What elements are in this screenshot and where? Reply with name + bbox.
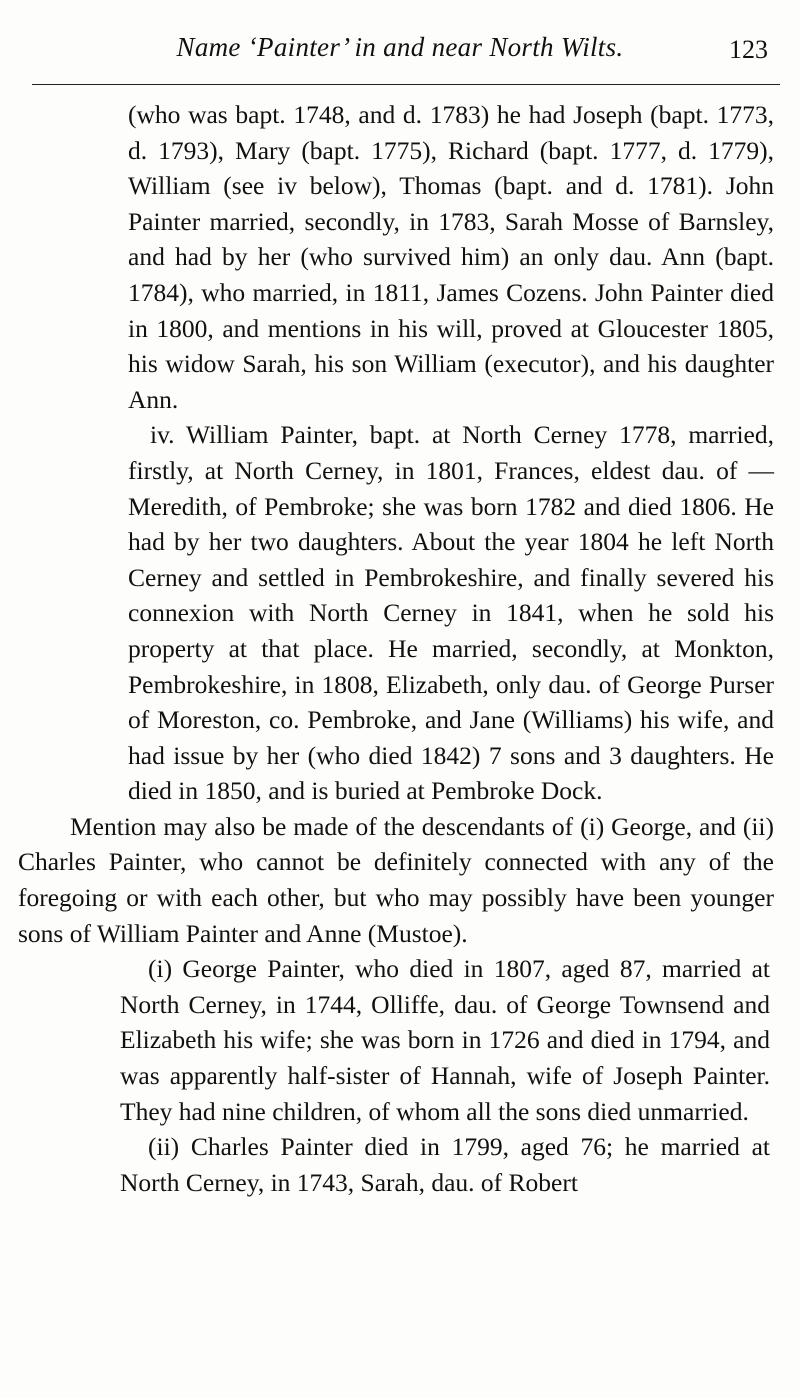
body-text	[0, 97, 800, 1200]
paragraph-william-painter-iv: iv. William Painter, bapt. at North Cerney 1778, married, firstly, at North Cerney, in 1801, Frances, eldest dau. of — Meredith, of Pembroke; she was born 1782 and died 1806. He had by her two daughters. About the year 1804 he left North Cerney and settled in Pembrokeshire, and finally severed his connexion with North Cerney in 1841, when he sold his property at that place. He married, secondly, at Monkton, Pembrokeshire, in 1808, Elizabeth, only dau. of George Purser of Moreston, co. Pembroke, and Jane (Williams) his wife, and had issue by her (who died 1842) 7 sons and 3 daughters. He died in 1850, and is buried at Pembroke Dock.	[128, 420, 774, 806]
paragraph-mention-descendants: Mention may also be made of the descendants of (i) George, and (ii) Charles Painter, who cannot be definitely connected with any of the foregoing or with each other, but who may possibly have been younger sons of William Painter and Anne (Mustoe).	[18, 811, 774, 948]
page-header	[0, 24, 800, 74]
paragraph-john-painter-issue: (who was bapt. 1748, and d. 1783) he had Joseph (bapt. 1773, d. 1793), Mary (bapt. 1775), Richard (bapt. 1777, d. 1779), William (see iv below), Thomas (bapt. and d. 1781). John Painter married, secondly, in 1783, Sarah Mosse of Barnsley, and had by her (who survived him) an only dau. Ann (bapt. 1784), who married, in 1811, James Cozens. John Painter died in 1800, and mentions in his will, proved at Gloucester 1805, his widow Sarah, his son William (executor), and his daughter Ann.	[128, 100, 774, 414]
paragraph-charles-painter-ii: (ii) Charles Painter died in 1799, aged 76; he married at North Cerney, in 1743, Sarah, dau. of Robert	[120, 1132, 770, 1197]
header-rule	[32, 84, 780, 85]
paragraph-george-painter-i: (i) George Painter, who died in 1807, aged 87, married at North Cerney, in 1744, Olliffe, dau. of George Townsend and Elizabeth his wife; she was born in 1726 and died in 1794, and was apparently half-sister of Hannah, wife of Joseph Painter. They had nine children, of whom all the sons died unmarried.	[120, 954, 770, 1126]
running-title: Name ‘Painter’ in and near North Wilts.	[176, 32, 624, 62]
page-number: 123	[729, 35, 768, 64]
